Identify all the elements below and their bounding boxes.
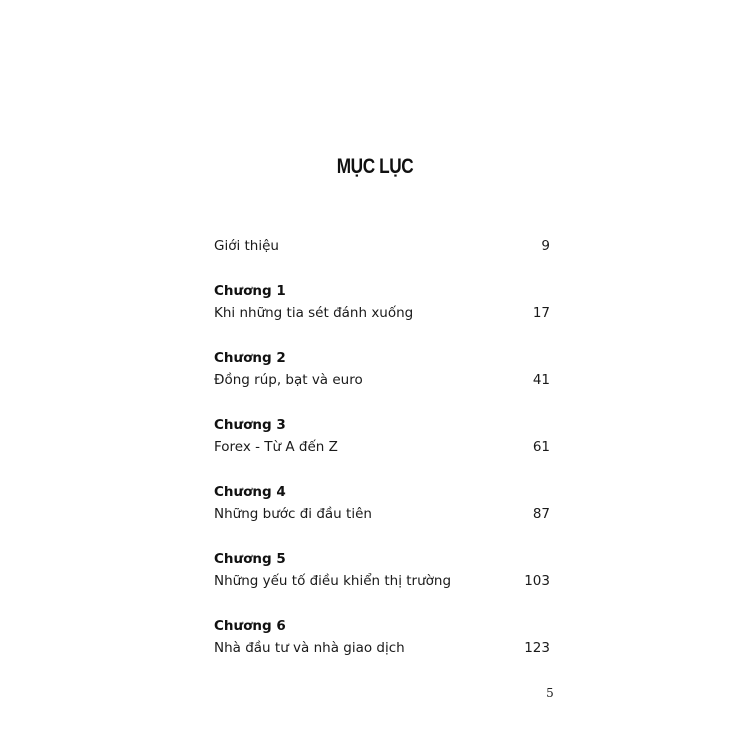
toc-entry-chapter-5: [214, 548, 550, 592]
page-number: 5: [546, 686, 554, 700]
toc-entry-title: Forex - Từ A đến Z: [214, 439, 338, 455]
toc-entry-title: Những bước đi đầu tiên: [214, 506, 372, 522]
toc-entry-page-number: 41: [532, 372, 550, 388]
toc-entry-line: [214, 570, 550, 592]
toc-entry-page-number: 87: [532, 506, 550, 522]
page-title: MỤC LỤC: [336, 155, 414, 178]
toc-entry-chapter-3: [214, 414, 550, 458]
toc-entry-page-number: 9: [541, 238, 550, 254]
toc-entry-line: [214, 235, 550, 257]
toc-chapter-label: Chương 2: [214, 350, 286, 366]
toc-entry-page-number: 123: [524, 640, 550, 656]
toc-entry-chapter-1: [214, 280, 550, 324]
toc-chapter-label: Chương 5: [214, 551, 286, 567]
toc-entry-title: Giới thiệu: [214, 238, 279, 254]
toc-entry-title: Đồng rúp, bạt và euro: [214, 372, 363, 388]
toc-entry-line: [214, 369, 550, 391]
toc-entry-chapter-6: [214, 615, 550, 659]
toc-entry-page-number: 61: [532, 439, 550, 455]
toc-entry-page-number: 17: [532, 305, 550, 321]
toc-chapter-label: Chương 6: [214, 618, 286, 634]
toc-entry-line: [214, 503, 550, 525]
toc-entry-page-number: 103: [524, 573, 550, 589]
toc-entry-introduction: [214, 235, 550, 257]
table-of-contents: [214, 0, 550, 700]
toc-entry-title: Nhà đầu tư và nhà giao dịch: [214, 640, 405, 656]
toc-entry-chapter-2: [214, 347, 550, 391]
toc-entry-line: [214, 302, 550, 324]
toc-entry-chapter-4: [214, 481, 550, 525]
toc-entry-title: Khi những tia sét đánh xuống: [214, 305, 414, 321]
toc-entry-title: Những yếu tố điều khiển thị trường: [214, 573, 452, 589]
toc-chapter-label: Chương 3: [214, 417, 286, 433]
toc-entry-line: [214, 637, 550, 659]
toc-chapter-label: Chương 4: [214, 484, 286, 500]
toc-chapter-label: Chương 1: [214, 283, 286, 299]
toc-entry-line: [214, 436, 550, 458]
